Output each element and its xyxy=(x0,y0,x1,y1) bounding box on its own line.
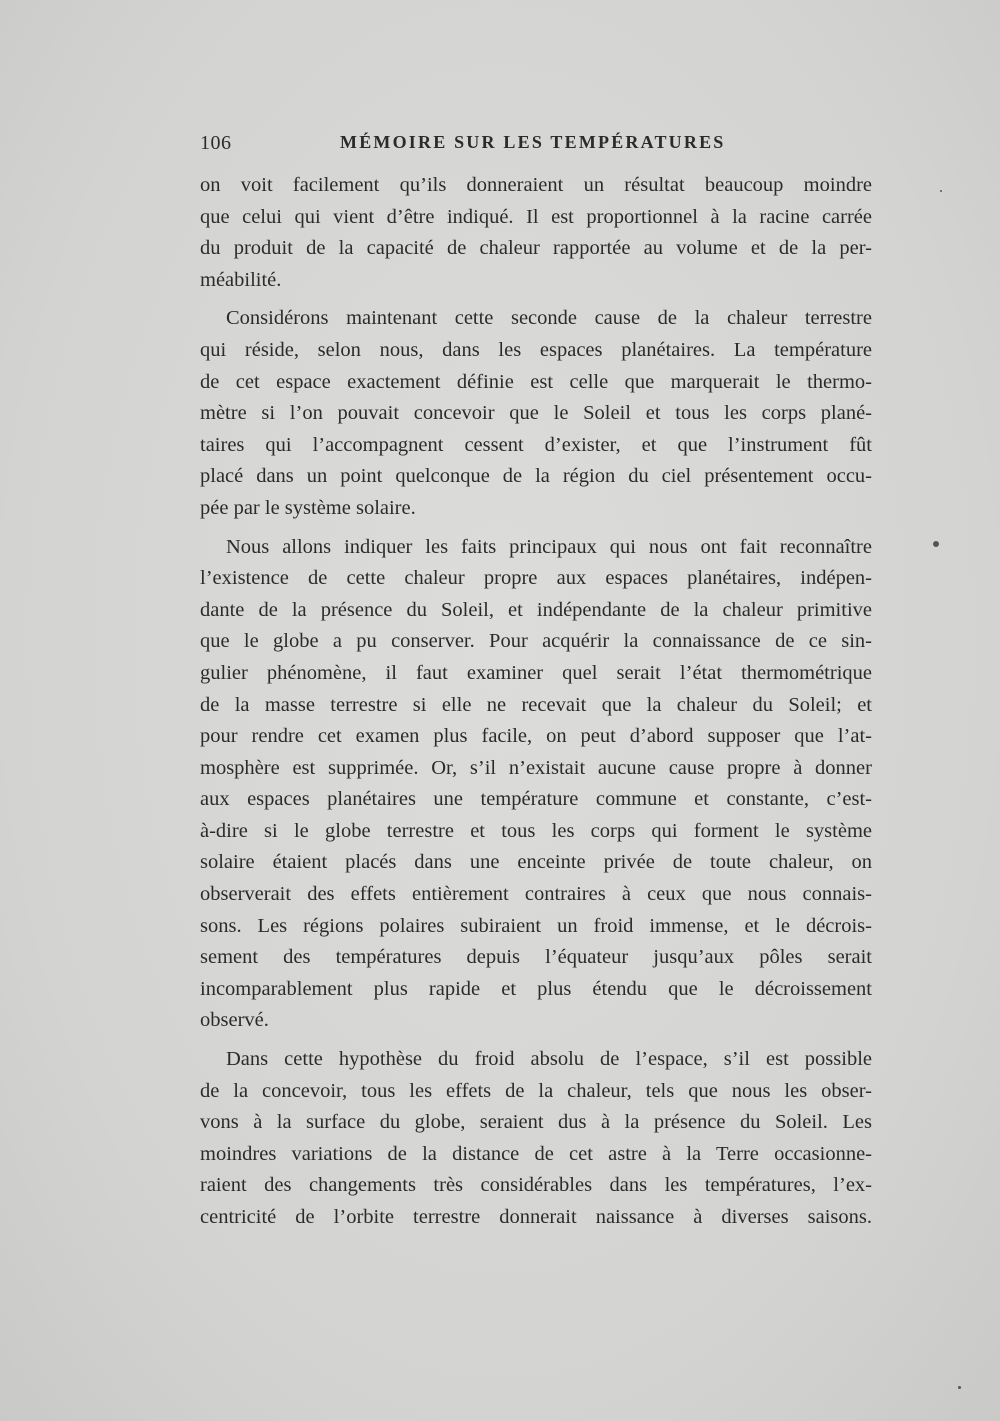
text-line: centricité de l’orbite terrestre donnerait naissance à diverses saisons. xyxy=(200,1206,872,1228)
text-line: aux espaces planétaires une température commune et constante, c’est- xyxy=(200,788,872,811)
text-line: qui réside, selon nous, dans les espaces planétaires. La température xyxy=(200,338,872,361)
text-line: mètre si l’on pouvait concevoir que le Soleil et tous les corps plané- xyxy=(200,402,872,425)
text-line: Dans cette hypothèse du froid absolu de l’espace, s’il est possible xyxy=(226,1048,872,1071)
text-line: sement des températures depuis l’équateur jusqu’aux pôles serait xyxy=(200,946,872,969)
scan-speck xyxy=(940,190,942,192)
text-line: solaire étaient placés dans une enceinte privée de toute chaleur, on xyxy=(200,851,872,874)
text-line: Nous allons indiquer les faits principaux qui nous ont fait reconnaître xyxy=(226,535,872,558)
scan-speck xyxy=(933,541,939,547)
text-line: gulier phénomène, il faut examiner quel serait l’état thermométrique xyxy=(200,661,872,684)
text-line: de la concevoir, tous les effets de la chaleur, tels que nous les obser- xyxy=(200,1079,872,1102)
text-line: que celui qui vient d’être indiqué. Il est proportionnel à la racine carrée xyxy=(200,205,872,228)
text-line: on voit facilement qu’ils donneraient un résultat beaucoup moindre xyxy=(200,174,872,196)
text-line: incomparablement plus rapide et plus étendu que le décroissement xyxy=(200,977,872,1000)
text-line: l’existence de cette chaleur propre aux espaces planétaires, indépen- xyxy=(200,567,872,590)
text-line: de la masse terrestre si elle ne recevait que la chaleur du Soleil; et xyxy=(200,693,872,716)
paragraph xyxy=(200,303,872,524)
text-line: pour rendre cet examen plus facile, on peut d’abord supposer que l’at- xyxy=(200,725,872,748)
scan-speck xyxy=(958,1386,961,1389)
paragraph xyxy=(200,532,872,1038)
text-line: taires qui l’accompagnent cessent d’exister, et que l’instrument fût xyxy=(200,433,872,456)
text-line: observerait des effets entièrement contraires à ceux que nous connais- xyxy=(200,883,872,906)
text-line: observé. xyxy=(200,1009,269,1032)
page-number: 106 xyxy=(200,132,232,154)
text-line: vons à la surface du globe, seraient dus à la présence du Soleil. Les xyxy=(200,1111,872,1134)
text-line: placé dans un point quelconque de la région du ciel présentement occu- xyxy=(200,465,872,488)
text-line: dante de la présence du Soleil, et indépendante de la chaleur primitive xyxy=(200,598,872,621)
page-header xyxy=(200,132,875,158)
text-line: moindres variations de la distance de cet astre à la Terre occasionne- xyxy=(200,1142,872,1165)
text-line: sons. Les régions polaires subiraient un froid immense, et le décrois- xyxy=(200,914,872,937)
paragraph xyxy=(200,170,872,296)
text-line: raient des changements très considérables dans les températures, l’ex- xyxy=(200,1174,872,1197)
text-line: Considérons maintenant cette seconde cause de la chaleur terrestre xyxy=(226,307,872,330)
body-text xyxy=(200,170,872,1241)
text-line: à-dire si le globe terrestre et tous les corps qui forment le système xyxy=(200,819,872,842)
text-line: du produit de la capacité de chaleur rapportée au volume et de la per- xyxy=(200,237,872,260)
text-line: mosphère est supprimée. Or, s’il n’existait aucune cause propre à donner xyxy=(200,756,872,779)
running-title: MÉMOIRE SUR LES TEMPÉRATURES xyxy=(340,132,726,152)
paragraph xyxy=(200,1044,872,1234)
text-line: de cet espace exactement définie est celle que marquerait le thermo- xyxy=(200,370,872,393)
text-line: méabilité. xyxy=(200,268,282,291)
text-line: pée par le système solaire. xyxy=(200,496,416,519)
text-line: que le globe a pu conserver. Pour acquérir la connaissance de ce sin- xyxy=(200,630,872,653)
